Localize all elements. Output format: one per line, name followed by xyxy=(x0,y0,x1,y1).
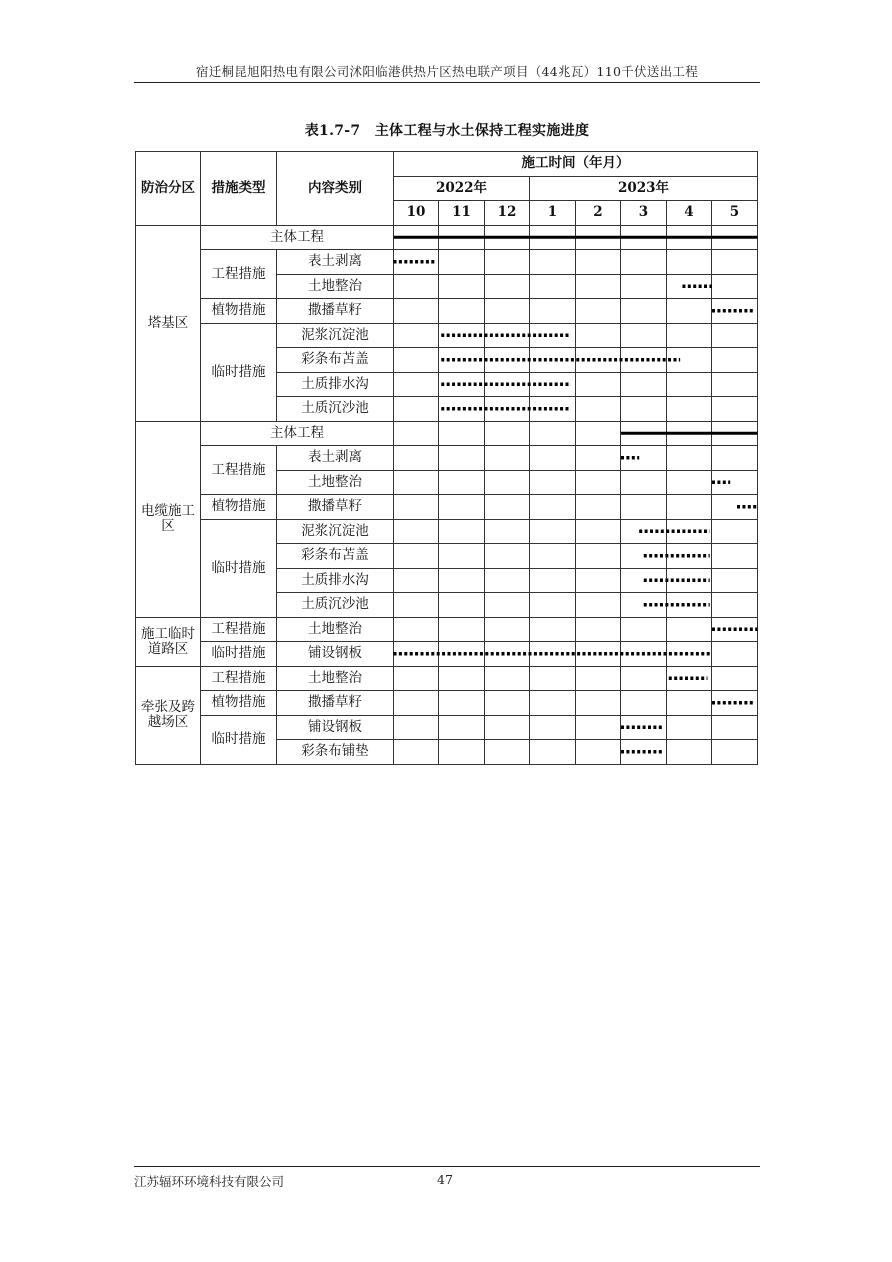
content-cell: 泥浆沉淀池 xyxy=(277,323,394,348)
content-cell: 撒播草籽 xyxy=(277,495,394,520)
header-measure: 措施类型 xyxy=(201,152,277,226)
content-cell: 主体工程 xyxy=(201,225,394,250)
header-month: 11 xyxy=(439,201,485,226)
content-cell: 撒播草籽 xyxy=(277,691,394,716)
content-cell: 泥浆沉淀池 xyxy=(277,519,394,544)
measure-cell: 临时措施 xyxy=(201,323,277,421)
content-cell: 土质排水沟 xyxy=(277,568,394,593)
page-number: 47 xyxy=(437,1172,453,1187)
measure-cell: 植物措施 xyxy=(201,299,277,324)
content-cell: 铺设钢板 xyxy=(277,642,394,667)
header-zone: 防治分区 xyxy=(136,152,201,226)
header-content: 内容类别 xyxy=(277,152,394,226)
measure-cell: 临时措施 xyxy=(201,715,277,764)
content-cell: 土地整治 xyxy=(277,617,394,642)
content-cell: 土质排水沟 xyxy=(277,372,394,397)
header-month: 2 xyxy=(576,201,621,226)
header-month: 10 xyxy=(394,201,439,226)
header-month: 5 xyxy=(712,201,758,226)
header-month: 4 xyxy=(667,201,712,226)
content-cell: 撒播草籽 xyxy=(277,299,394,324)
header-year-2022: 2022年 xyxy=(394,176,530,201)
measure-cell: 工程措施 xyxy=(201,446,277,495)
header-month: 1 xyxy=(530,201,576,226)
measure-cell: 临时措施 xyxy=(201,519,277,617)
page-header-title: 宿迁桐昆旭阳热电有限公司沭阳临港供热片区热电联产项目（44兆瓦）110千伏送出工程 xyxy=(195,64,699,79)
footer-rule xyxy=(134,1166,760,1167)
table-caption: 表1.7-7 主体工程与水土保持工程实施进度 xyxy=(304,123,590,139)
content-cell: 土质沉沙池 xyxy=(277,397,394,422)
content-cell: 土地整治 xyxy=(277,666,394,691)
header-rule xyxy=(134,82,760,83)
zone-cell: 牵张及跨越场区 xyxy=(136,666,201,764)
measure-cell: 临时措施 xyxy=(201,642,277,667)
content-cell: 彩条布铺垫 xyxy=(277,740,394,765)
zone-cell: 施工临时道路区 xyxy=(136,617,201,666)
content-cell: 表土剥离 xyxy=(277,446,394,471)
content-cell: 土质沉沙池 xyxy=(277,593,394,618)
content-cell: 主体工程 xyxy=(201,421,394,446)
content-cell: 表土剥离 xyxy=(277,250,394,275)
content-cell: 铺设钢板 xyxy=(277,715,394,740)
measure-cell: 植物措施 xyxy=(201,691,277,716)
measure-cell: 工程措施 xyxy=(201,617,277,642)
content-cell: 土地整治 xyxy=(277,470,394,495)
content-cell: 彩条布苫盖 xyxy=(277,348,394,373)
header-month: 3 xyxy=(621,201,667,226)
footer-company: 江苏辐环环境科技有限公司 xyxy=(134,1174,285,1189)
header-month: 12 xyxy=(485,201,530,226)
zone-cell: 塔基区 xyxy=(136,225,201,421)
measure-cell: 植物措施 xyxy=(201,495,277,520)
content-cell: 土地整治 xyxy=(277,274,394,299)
content-cell: 彩条布苫盖 xyxy=(277,544,394,569)
header-year-2023: 2023年 xyxy=(530,176,758,201)
schedule-table xyxy=(135,151,758,765)
header-construction-time: 施工时间（年月） xyxy=(394,152,758,177)
measure-cell: 工程措施 xyxy=(201,250,277,299)
measure-cell: 工程措施 xyxy=(201,666,277,691)
zone-cell: 电缆施工区 xyxy=(136,421,201,617)
